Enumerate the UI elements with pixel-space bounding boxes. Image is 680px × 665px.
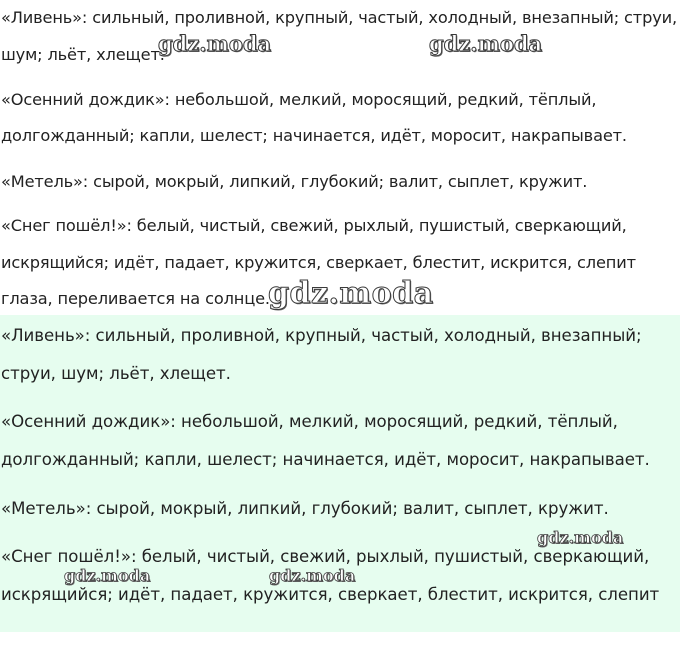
watermark: gdz.moda: [269, 566, 356, 585]
watermark: gdz.moda: [158, 31, 272, 56]
text-line: долгожданный; капли, шелест; начинается, идёт, моросит, накрапывает.: [1, 126, 627, 145]
watermark: gdz.moda: [64, 566, 151, 585]
text-line: «Ливень»: сильный, проливной, крупный, частый, холодный, внезапный; струи,: [1, 8, 677, 27]
text-line: «Снег пошёл!»: белый, чистый, свежий, рыхлый, пушистый, сверкающий,: [1, 547, 650, 566]
original-text-block: [0, 0, 680, 315]
text-line: «Снег пошёл!»: белый, чистый, свежий, рыхлый, пушистый, сверкающий,: [1, 216, 627, 235]
text-line: глаза, переливается на солнце.: [1, 289, 270, 308]
text-line: долгожданный; капли, шелест; начинается, идёт, моросит, накрапывает.: [1, 450, 650, 469]
text-line: «Метель»: сырой, мокрый, липкий, глубокий; валит, сыплет, кружит.: [1, 499, 609, 518]
watermark: gdz.moda: [268, 276, 434, 311]
text-line: «Осенний дождик»: небольшой, мелкий, моросящий, редкий, тёплый,: [1, 90, 597, 109]
text-line: искрящийся; идёт, падает, кружится, сверкает, блестит, искрится, слепит: [1, 585, 660, 604]
text-line: струи, шум; льёт, хлещет.: [1, 364, 231, 383]
text-line: «Ливень»: сильный, проливной, крупный, частый, холодный, внезапный;: [1, 326, 642, 345]
text-line: «Осенний дождик»: небольшой, мелкий, моросящий, редкий, тёплый,: [1, 412, 618, 431]
watermark: gdz.moda: [537, 528, 624, 547]
watermark: gdz.moda: [429, 31, 543, 56]
text-line: искрящийся; идёт, падает, кружится, сверкает, блестит, искрится, слепит: [1, 253, 636, 272]
text-line: шум; льёт, хлещет.: [1, 45, 165, 64]
text-line: «Метель»: сырой, мокрый, липкий, глубокий; валит, сыплет, кружит.: [1, 172, 588, 191]
